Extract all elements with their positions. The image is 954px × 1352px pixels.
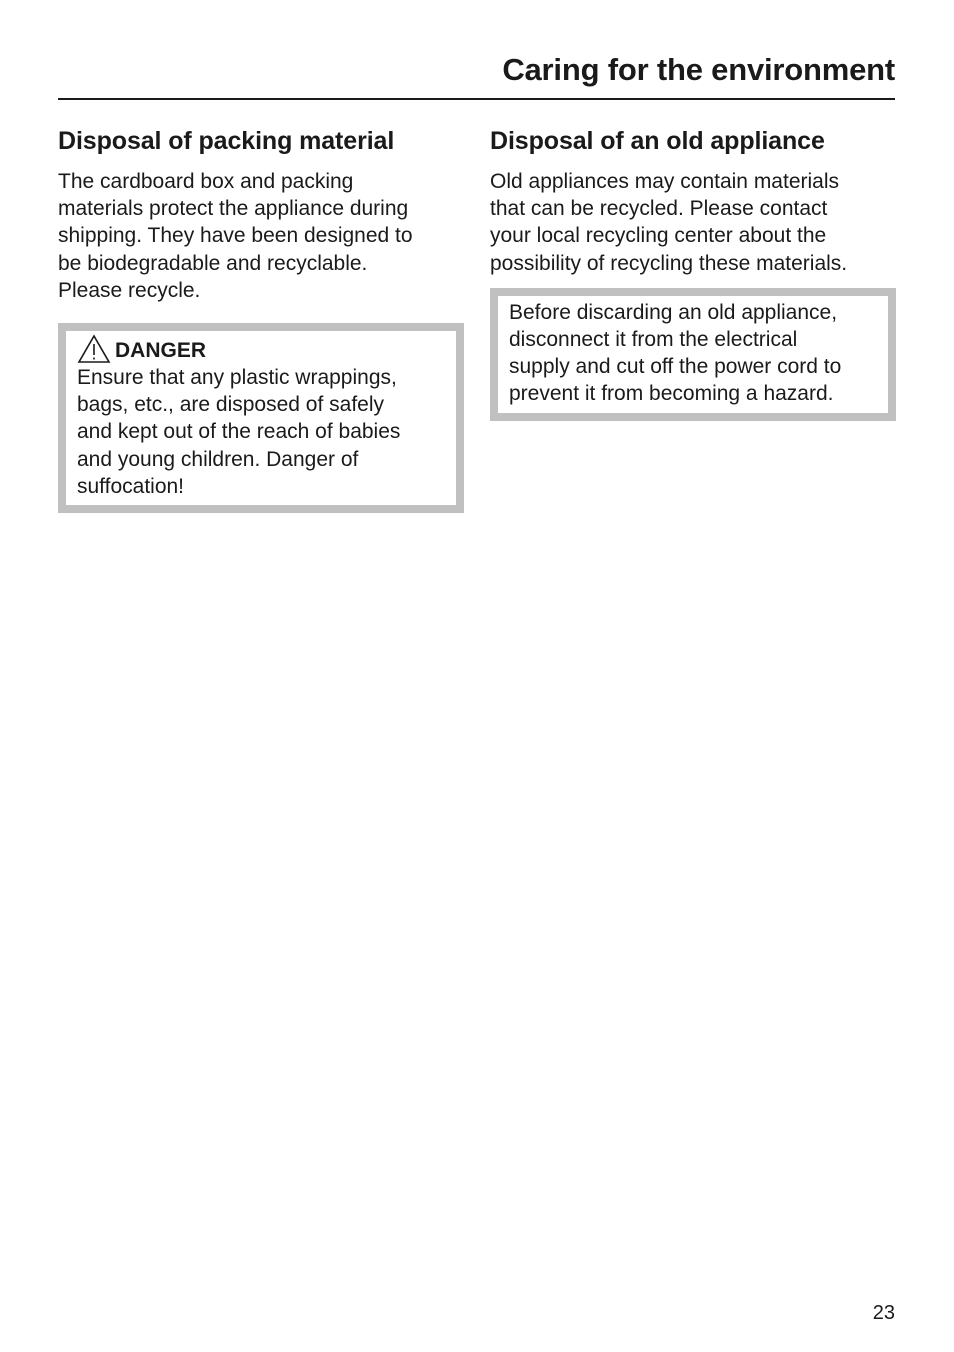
danger-text: Ensure that any plastic wrappings, bags, etc., are disposed of safely and kept out of the reach of babies and young children. Danger of suffocation! — [77, 366, 401, 498]
notice-box — [490, 288, 896, 421]
danger-header — [77, 334, 456, 364]
page-header — [58, 50, 895, 100]
notice-text: Before discarding an old appliance, disconnect it from the electrical supply and cut off the power cord to prevent it from becoming a hazard. — [509, 300, 842, 406]
danger-box — [58, 323, 464, 513]
packing-paragraph: The cardboard box and packing materials protect the appliance during shipping. They have been designed to be biodegradable and recyclable. Please recycle. — [58, 170, 413, 302]
packing-material-section — [58, 122, 464, 513]
section-heading-packing: Disposal of packing material — [58, 127, 395, 155]
danger-label: DANGER — [115, 339, 207, 363]
warning-triangle-icon — [77, 334, 111, 364]
page-number: 23 — [872, 1302, 895, 1324]
old-appliance-paragraph: Old appliances may contain materials that can be recycled. Please contact your local recycling center about the possibility of recycling these materials. — [490, 170, 848, 275]
page-title: Caring for the environment — [502, 52, 895, 87]
section-heading-old-appliance: Disposal of an old appliance — [490, 127, 825, 155]
old-appliance-section — [490, 122, 896, 421]
